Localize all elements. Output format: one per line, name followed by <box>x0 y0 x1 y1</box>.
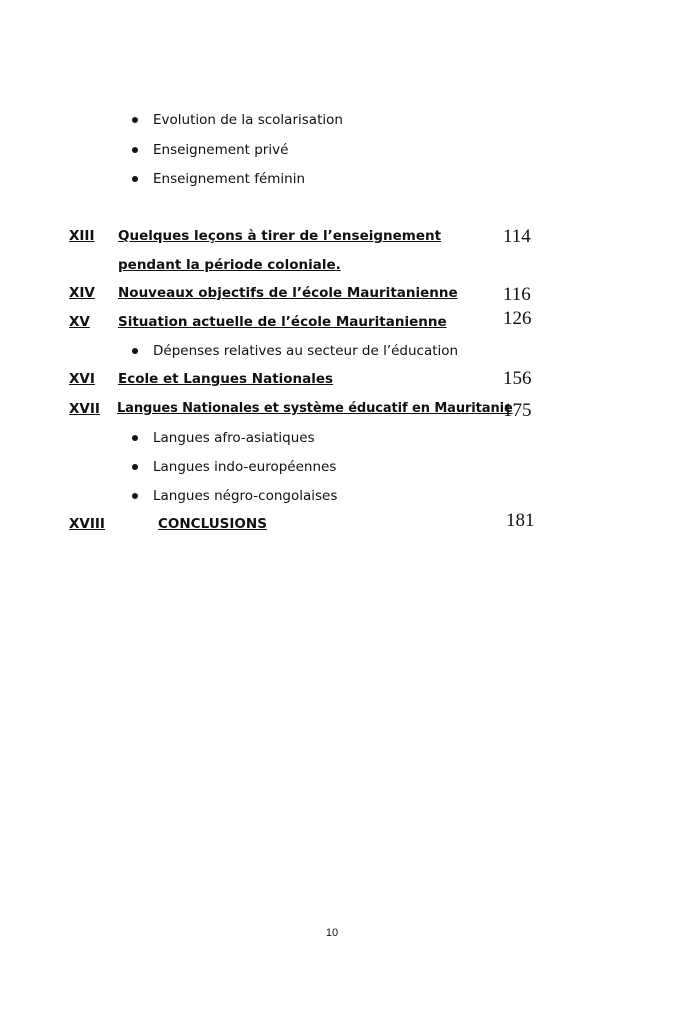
toc-entry-page: 126 <box>503 308 532 329</box>
bullet-text: Dépenses relatives au secteur de l’éducation <box>153 343 459 359</box>
toc-entry-number: XVII <box>69 401 100 417</box>
toc-entry-title: Nouveaux objectifs de l’école Mauritanienne <box>118 285 458 301</box>
toc-entry-title <box>117 400 513 418</box>
toc-entry-page: 181 <box>506 510 535 531</box>
toc-entry-page: 116 <box>503 284 531 305</box>
toc-entry-number: XVI <box>69 371 95 387</box>
toc-entry-title: CONCLUSIONS <box>158 516 267 532</box>
bullet-text: Langues négro-congolaises <box>153 488 338 504</box>
toc-entry-title-part2: Mauritanie <box>434 401 513 416</box>
page-number: 10 <box>325 927 339 939</box>
toc-entry-page: 114 <box>503 226 531 247</box>
bullet-text: Evolution de la scolarisation <box>153 112 343 128</box>
bullet-icon <box>132 147 138 153</box>
bullet-icon <box>132 117 138 123</box>
toc-entry-title: Ecole et Langues Nationales <box>118 371 334 387</box>
bullet-text: Langues indo-européennes <box>153 459 337 475</box>
toc-entry-number: XVIII <box>69 516 105 532</box>
bullet-icon <box>132 435 138 441</box>
bullet-icon <box>132 348 138 354</box>
toc-entry-title-part1: Langues Nationales et système éducatif en <box>117 401 430 416</box>
toc-entry-title: Quelques leçons à tirer de l’enseignement <box>118 228 442 244</box>
toc-entry-title-continuation <box>118 256 341 274</box>
bullet-icon <box>132 464 138 470</box>
bullet-text: Langues afro-asiatiques <box>153 430 315 446</box>
toc-entry-number: XIII <box>69 228 95 244</box>
bullet-icon <box>132 493 138 499</box>
bullet-icon <box>132 176 138 182</box>
bullet-text: Enseignement privé <box>153 142 289 158</box>
toc-entry-title-line2: pendant la période coloniale <box>118 257 336 273</box>
toc-entry-title-period: . <box>335 257 341 273</box>
toc-entry-title: Situation actuelle de l’école Mauritanienne <box>118 314 447 330</box>
toc-entry-number: XIV <box>69 285 95 301</box>
toc-entry-page: 175 <box>503 400 532 421</box>
bullet-text: Enseignement féminin <box>153 171 306 187</box>
toc-entry-page: 156 <box>503 368 532 389</box>
toc-entry-number: XV <box>69 314 90 330</box>
